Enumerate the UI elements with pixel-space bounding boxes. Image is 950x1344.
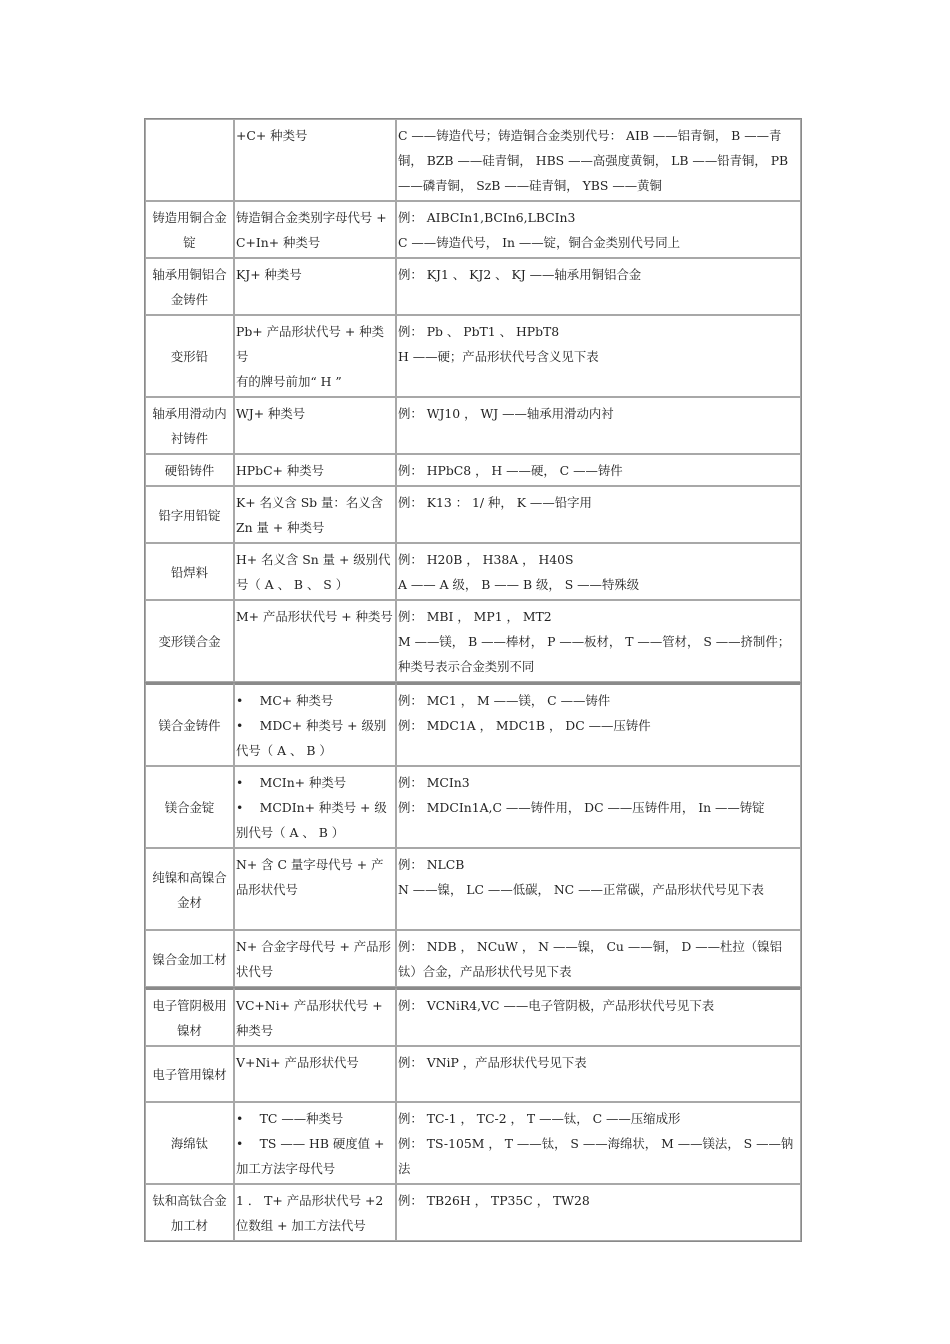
material-name-cell: 铸造用铜合金锭 (145, 201, 234, 258)
example-line: 例： MCIn3 (398, 775, 470, 790)
code-rule-line: N+ 含 C 量字母代号 + 产品形状代号 (236, 857, 384, 897)
table-row (145, 766, 801, 848)
example-cell (396, 543, 801, 600)
material-name-cell: 纯镍和高镍合金材 (145, 848, 234, 930)
code-rule-line: 有的牌号前加“ H ” (236, 374, 342, 389)
material-name-cell: 电子管阴极用镍材 (145, 987, 234, 1046)
example-line: A —— A 级， B —— B 级， S ——特殊级 (398, 577, 640, 592)
table-row (145, 454, 801, 486)
table-row (145, 543, 801, 600)
code-rule-line: KJ+ 种类号 (236, 267, 302, 282)
code-rule-line: • MDC+ 种类号 + 级别代号（ A 、 B ） (236, 718, 387, 758)
example-line: 例： Pb 、 PbT1 、 HPbT8 (398, 324, 560, 339)
table-body (145, 119, 801, 1241)
code-rule-cell (234, 848, 396, 930)
example-cell (396, 848, 801, 930)
material-name-cell: 铅字用铅锭 (145, 486, 234, 543)
code-table-container (144, 118, 800, 1242)
code-rule-cell (234, 397, 396, 454)
code-rule-line: • MCIn+ 种类号 (236, 775, 347, 790)
table-row (145, 1102, 801, 1184)
material-name-cell: 轴承用滑动内衬铸件 (145, 397, 234, 454)
example-line: 例： MBI ， MP1 ， MT2 (398, 609, 552, 624)
example-cell (396, 258, 801, 315)
table-row (145, 119, 801, 201)
example-line: 例： VCNiR4,VC ——电子管阴极，产品形状代号见下表 (398, 998, 715, 1013)
code-rule-cell (234, 930, 396, 987)
example-line: C ——铸造代号， In ——锭，铜合金类别代号同上 (398, 235, 680, 250)
code-rule-line: M+ 产品形状代号 + 种类号 (236, 609, 393, 624)
example-line: 例： MC1 ， M ——镁， C ——铸件 (398, 693, 611, 708)
example-cell (396, 1046, 801, 1102)
table-row (145, 930, 801, 987)
code-rule-line: 1 ． T+ 产品形状代号 +2 位数组 + 加工方法代号 (236, 1193, 384, 1233)
example-line: N ——镍， LC ——低碳， NC ——正常碳，产品形状代号见下表 (398, 882, 764, 897)
example-line: 例： TB26H ， TP35C ， TW28 (398, 1193, 590, 1208)
material-name-cell: 镁合金锭 (145, 766, 234, 848)
material-name-cell: 变形铅 (145, 315, 234, 397)
table-row (145, 1046, 801, 1102)
example-line: 例： AIBCIn1,BCIn6,LBCIn3 (398, 210, 576, 225)
material-name-cell: 电子管用镍材 (145, 1046, 234, 1102)
example-line: 例： HPbC8 ， H ——硬， C ——铸件 (398, 463, 623, 478)
table-row (145, 682, 801, 766)
code-rule-line: V+Ni+ 产品形状代号 (236, 1055, 359, 1070)
code-rule-cell (234, 201, 396, 258)
example-cell (396, 1184, 801, 1241)
material-name-cell: 铅焊料 (145, 543, 234, 600)
code-rule-line: • TS —— HB 硬度值 + 加工方法字母代号 (236, 1136, 385, 1176)
code-rule-line: WJ+ 种类号 (236, 406, 306, 421)
code-rule-cell (234, 315, 396, 397)
example-line: M ——镁， B ——棒材， P ——板材， T ——管材， S ——挤制件；种类号表示合金类别不同 (398, 634, 791, 674)
code-rule-line: • MCDIn+ 种类号 + 级别代号（ A 、 B ） (236, 800, 387, 840)
table-row (145, 600, 801, 682)
example-cell (396, 397, 801, 454)
example-cell (396, 600, 801, 682)
example-line: 例： NDB ， NCuW ， N ——镍， Cu ——铜， D ——杜拉（镍铝钛）合金，产品形状代号见下表 (398, 939, 782, 979)
code-rule-cell (234, 1046, 396, 1102)
example-line: 例： KJ1 、 KJ2 、 KJ ——轴承用铜铝合金 (398, 267, 642, 282)
table-row (145, 397, 801, 454)
table-row (145, 315, 801, 397)
material-name-cell: 海绵钛 (145, 1102, 234, 1184)
code-rule-line: H+ 名义含 Sn 量 + 级别代号（ A 、 B 、 S ） (236, 552, 391, 592)
table-row (145, 987, 801, 1046)
example-cell (396, 987, 801, 1046)
code-rule-cell (234, 486, 396, 543)
table-row (145, 258, 801, 315)
example-line: 例： TS-105M ， T ——钛， S ——海绵状， M ——镁法， S ——钠法 (398, 1136, 794, 1176)
code-rule-line: • MC+ 种类号 (236, 693, 334, 708)
material-name-cell: 变形镁合金 (145, 600, 234, 682)
code-rule-line: K+ 名义含 Sb 量：名义含 Zn 量 + 种类号 (236, 495, 383, 535)
code-rule-cell (234, 258, 396, 315)
code-rule-cell (234, 543, 396, 600)
example-line: 例： H20B ， H38A ， H40S (398, 552, 574, 567)
example-cell (396, 119, 801, 201)
code-rule-cell (234, 119, 396, 201)
example-line: 例： K13 ： 1/ 种， K ——铅字用 (398, 495, 592, 510)
example-cell (396, 201, 801, 258)
example-cell (396, 1102, 801, 1184)
table-row (145, 201, 801, 258)
code-rule-line: • TC ——种类号 (236, 1111, 344, 1126)
code-rule-line: Pb+ 产品形状代号 + 种类号 (236, 324, 384, 364)
table-row (145, 1184, 801, 1241)
example-line: 例： TC-1 ， TC-2 ， T ——钛， C ——压缩成形 (398, 1111, 681, 1126)
code-rule-cell (234, 766, 396, 848)
example-cell (396, 315, 801, 397)
material-name-cell (145, 119, 234, 201)
code-rule-line: N+ 合金字母代号 + 产品形状代号 (236, 939, 391, 979)
material-name-cell: 镁合金铸件 (145, 682, 234, 766)
code-rule-line: HPbC+ 种类号 (236, 463, 325, 478)
code-rule-line: VC+Ni+ 产品形状代号 + 种类号 (236, 998, 383, 1038)
example-line: H ——硬；产品形状代号含义见下表 (398, 349, 599, 364)
example-line: 例： NLCB (398, 857, 465, 872)
alloy-code-table (144, 118, 802, 1242)
example-line: 例： WJ10 ， WJ ——轴承用滑动内衬 (398, 406, 614, 421)
example-line: 例： MDC1A ， MDC1B ， DC ——压铸件 (398, 718, 651, 733)
code-rule-line: 铸造铜合金类别字母代号 +C+In+ 种类号 (236, 210, 387, 250)
code-rule-line: +C+ 种类号 (236, 128, 308, 143)
code-rule-cell (234, 454, 396, 486)
code-rule-cell (234, 682, 396, 766)
material-name-cell: 硬铅铸件 (145, 454, 234, 486)
table-row (145, 486, 801, 543)
example-cell (396, 486, 801, 543)
code-rule-cell (234, 1102, 396, 1184)
example-cell (396, 454, 801, 486)
example-line: C ——铸造代号；铸造铜合金类别代号： AIB ——铝青铜， B ——青铜， BZB ——硅青铜， HBS ——高强度黄铜， LB ——铅青铜， PB ——磷青铜， SzB ——硅青铜， YBS ——黄铜 (398, 128, 789, 193)
material-name-cell: 轴承用铜铝合金铸件 (145, 258, 234, 315)
material-name-cell: 钛和高钛合金加工材 (145, 1184, 234, 1241)
example-line: 例： MDCIn1A,C ——铸件用， DC ——压铸件用， In ——铸锭 (398, 800, 765, 815)
code-rule-cell (234, 600, 396, 682)
material-name-cell: 镍合金加工材 (145, 930, 234, 987)
table-row (145, 848, 801, 930)
example-cell (396, 766, 801, 848)
code-rule-cell (234, 987, 396, 1046)
example-cell (396, 930, 801, 987)
code-rule-cell (234, 1184, 396, 1241)
example-line: 例： VNiP ，产品形状代号见下表 (398, 1055, 587, 1070)
example-cell (396, 682, 801, 766)
